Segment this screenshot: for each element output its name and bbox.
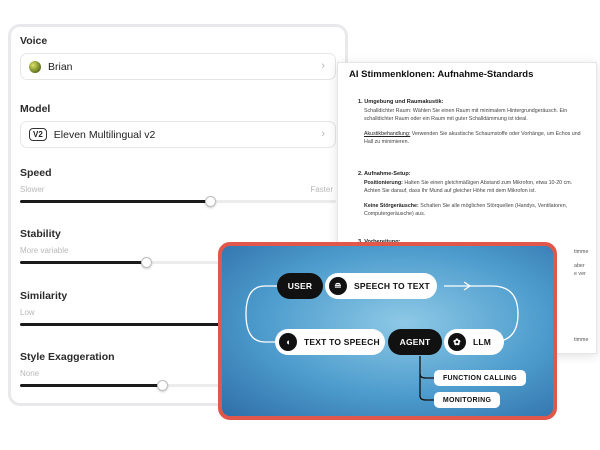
voice-value: Brian — [48, 60, 73, 73]
similarity-label: Similarity — [20, 290, 68, 302]
text-lines-icon: ≘ — [329, 277, 347, 295]
user-node: USER — [277, 273, 323, 299]
speech-to-text-label: SPEECH TO TEXT — [354, 281, 430, 291]
list-item: Keine Störgeräusche: Schalten Sie alle möglichen Störquellen (Handys, Ventilatoren, Computergeräusche) aus. — [364, 203, 568, 217]
section-heading: 1. Umgebung und Raumakustik: — [358, 99, 444, 105]
flow-connectors — [222, 246, 553, 416]
brain-icon: ✿ — [448, 333, 466, 351]
model-value: Eleven Multilingual v2 — [53, 128, 156, 141]
voice-select[interactable] — [20, 53, 336, 80]
llm-label: LLM — [473, 337, 492, 347]
speed-max-label: Faster — [310, 185, 333, 194]
llm-node — [444, 329, 504, 355]
section-heading: 2. Aufnahme-Setup: — [358, 171, 411, 177]
style-exaggeration-label: Style Exaggeration — [20, 351, 115, 363]
similarity-min-label: Low — [20, 308, 35, 317]
document-title: AI Stimmenklonen: Aufnahme-Standards — [349, 69, 534, 80]
speed-slider-handle[interactable] — [205, 196, 216, 207]
speech-to-text-node — [325, 273, 437, 299]
document-fragment: timme — [574, 249, 589, 255]
text-to-speech-label: TEXT TO SPEECH — [304, 337, 380, 347]
speaking-head-icon: ◖ — [279, 333, 297, 351]
function-calling-connector — [420, 356, 434, 378]
voice-avatar — [29, 61, 41, 73]
model-label: Model — [20, 103, 51, 115]
model-select[interactable] — [20, 121, 336, 148]
model-version-badge: V2 — [29, 128, 47, 141]
monitoring-tag: MONITORING — [434, 392, 500, 408]
list-item: Akustikbehandlung: Verwenden Sie akustische Schaumstoffe oder Vorhänge, um Echos und Hall zu minimieren. — [364, 131, 581, 145]
voice-label: Voice — [20, 35, 48, 47]
list-item: Positionierung: Halten Sie einen gleichmäßigen Abstand zum Mikrofon, etwa 10-20 cm. Achten Sie darauf, dass Ihr Mund auf gleicher Höhe mit dem Mikrofon ist. — [364, 180, 573, 194]
chevron-right-icon: › — [321, 60, 325, 72]
style-slider-fill — [20, 384, 162, 387]
stability-min-label: More variable — [20, 246, 69, 255]
agent-node: AGENT — [388, 329, 442, 355]
text-to-speech-node — [275, 329, 385, 355]
document-fragment: e ver — [574, 271, 586, 277]
speed-slider[interactable] — [20, 200, 336, 203]
speed-slider-fill — [20, 200, 210, 203]
stability-slider-handle[interactable] — [141, 257, 152, 268]
speed-label: Speed — [20, 167, 52, 179]
style-min-label: None — [20, 369, 40, 378]
stability-slider-fill — [20, 261, 146, 264]
chevron-right-icon: › — [321, 128, 325, 140]
style-slider-handle[interactable] — [157, 380, 168, 391]
document-fragment: timme — [574, 337, 589, 343]
stability-label: Stability — [20, 228, 61, 240]
list-item: Schalldichter Raum: Wählen Sie einen Raum mit minimalem Hintergrundgeräusch. Ein schalldichter Raum oder ein Raum mit guter Schalldämmung ist ideal. — [364, 108, 568, 122]
agent-flow-diagram — [218, 242, 557, 420]
document-fragment: aber — [574, 263, 585, 269]
function-calling-tag: FUNCTION CALLING — [434, 370, 526, 386]
speed-min-label: Slower — [20, 185, 45, 194]
